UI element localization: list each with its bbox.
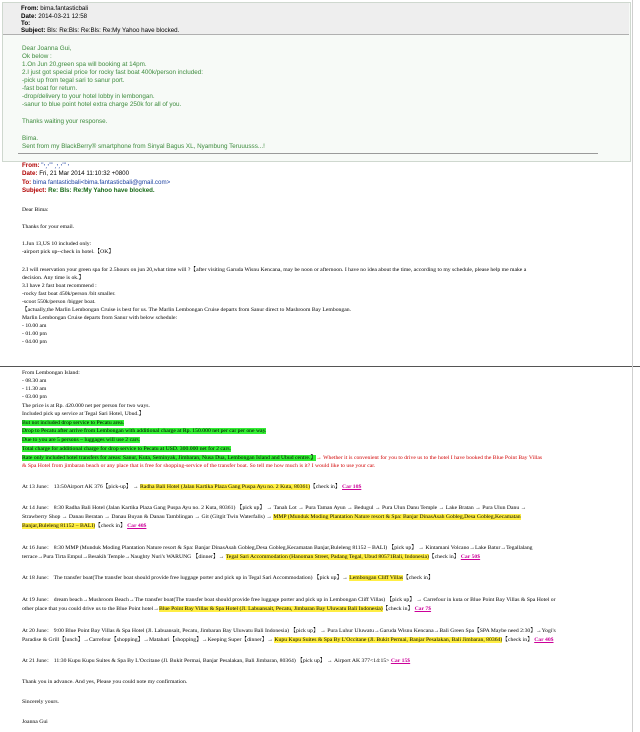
highlight-line: Drop to Pecatu after arrive from Lembongan with additional charge at Rp. 150.000 net per car per one way. xyxy=(22,428,267,434)
body-line: Thanks for your email. xyxy=(22,224,75,230)
day-16: At 16 June： 8:30 MMP (Munduk Moding Plantation Nature resort & Spa: Banjar DinasAsah Gobleg,Desa Gobleg,Kecamatan Banjar,Buleleng 81152 – BALI) 【pick up】 → Kintamani Volcano→Lake Batur→Tegallalang xyxy=(22,545,533,551)
highlight-line: But not included drop service to Pecatu area. xyxy=(22,420,125,426)
body-line: Included pick up service at Tegal Sari Hotel, Ubud.】 xyxy=(22,411,145,417)
body-line: Bima. xyxy=(22,135,39,142)
body-line: Dear Joanna Gui, xyxy=(22,45,72,52)
day-14: At 14 June： 8:30 Radha Bali Hotel (Jalan Kartika Plaza Gang Puspa Ayu no. 2 Kuta, 80361) 【pick up】 → Tanah Lot → Pura Taman Ayun → Bedugul → Pura Ulun Danu Temple → Lake Bratan → Pura Ulun Danu → xyxy=(22,505,527,511)
subject-row: Subject: Bls: Re:Bls: Re:Bls: Re:My Yahoo have blocked. xyxy=(21,27,180,34)
page-separator xyxy=(0,366,640,367)
body-line: Sent from my BlackBerry® smartphone from Sinyal Bagus XL, Nyambung Teruuusss...! xyxy=(22,143,265,150)
day-14-cont: Banjar,Buleleng 81152 – BALI)【check in】 Car 40$ xyxy=(22,523,147,529)
from-row: From: bima.fantasticbali xyxy=(21,5,89,12)
body-line: - 10.00 am xyxy=(22,323,47,329)
day-21: At 21 June： 11:30 Kupu Kupu Suites & Spa By L'Occitane (Jl. Bukit Permai, Banjar Pesalakan, Bali Jimbaran, 80364) 【pick up】 → Airport AK 377<14:15> Car 15$ xyxy=(22,658,411,664)
subject-row: Subject: Re: Bls: Re:My Yahoo have blocked. xyxy=(22,187,155,194)
body-line: 2.I just got special price for rocky fast boat 400k/person included: xyxy=(22,69,203,76)
day-13: At 13 June： 13:50Airport AK 376【pick-up】 → Radha Bali Hotel (Jalan Kartika Plaza Gang Puspa Ayu no. 2 Kuta, 80361)【check in】 Car 10$ xyxy=(22,484,362,490)
body-line: decision. Any time is ok.】 xyxy=(22,275,85,281)
date-row: Date: 2014-03-21 12:58 xyxy=(21,13,88,20)
quote-divider xyxy=(18,153,598,154)
body-line: - 03.00 pm xyxy=(22,394,47,400)
body-line: 3.I have 2 fast boat recommend : xyxy=(22,283,97,289)
highlight-line: Rate only included hotel transfers for areas: Sanur, Kuta, Seminyak, Jimbaran, Nusa Dua, Lembongan Island and Ubud centre.】→ Whether it is convenient for you to drive us to the hotel I have booked the Blue Point Bay Villas xyxy=(22,455,543,461)
highlight-line: Due to you are 5 persons – luggages will use 2 cars. xyxy=(22,437,141,443)
day-18: At 18 June： The transfer boat(The transfer boat should provide free luggage porter and pick up in Tegal Sari Accommodation) 【pick up】→ Lembongan Cliff Villas【check in】 xyxy=(22,575,434,581)
to-row: To: xyxy=(21,20,31,27)
body-line: Ok below : xyxy=(22,53,52,60)
body-line: -fast boat for return. xyxy=(22,85,78,92)
body-line: -rocky fast boat 450k/person /bit smaller. xyxy=(22,291,116,297)
from-row: From: "ꞏ¸ꞏ"' ¸ꞏ¸ꞏ'" ꞏ xyxy=(22,162,70,169)
body-line: -airport pick up--check in hotel.【OK】 xyxy=(22,249,115,255)
date-row: Date: Fri, 21 Mar 2014 11:10:32 +0800 xyxy=(22,170,130,177)
body-line: -drop/delivery to your hotel lobby in lembongan. xyxy=(22,93,155,100)
signature: Joanna Gui xyxy=(22,719,48,725)
closing-line: Sincerely yours. xyxy=(22,699,59,705)
day-19-cont: other place that you could drive us to the Blue Point hotel→Blue Point Bay Villas & Spa Hotel (Jl. Labuansait, Pecatu, Jimbaran Bay Uluwatu Bali Indonesia)【check in】 Car 7$ xyxy=(22,606,432,612)
day-19: At 19 June： dream beach→Mushroom Beach→The transfer boat(The transfer boat should provide free luggage porter and pick up in Lembongan Cliff Villas) 【pick up】 → Carrefour in kuta or Blue Point Bay Villas & Spa Hotel or xyxy=(22,597,556,603)
body-line: 【actually,the Marlin Lembongan Cruise is best for us. The Marlin Lembongan Cruise departs from Sanur direct to Mashroom Bay Lembongan. xyxy=(22,307,352,313)
page-edge xyxy=(632,0,633,732)
body-line: -sanur to blue point hotel extra charge 250k for all of you. xyxy=(22,101,182,108)
red-note: & Spa Hotel from jimbaran beach or any place that is free for shopping-service of the transfer boat. So tell me how much is it? I would like to use your car. xyxy=(22,463,376,469)
body-line: - 11.30 am xyxy=(22,386,47,392)
body-line: - 04.00 pm xyxy=(22,339,47,345)
reply-header xyxy=(3,3,629,35)
body-line: From Lembongan Island: xyxy=(22,370,80,376)
day-16-cont: terrace→Pura Tirta Empul→Besakih Temple→Naughty Nuri's WARUNG 【dinner】→ Tegal Sari Accommodation (Hanoman Street, Padang Tegal, Ubud 80571Bali, Indonesia)【check in】 Car 50$ xyxy=(22,554,481,560)
body-line: - 01.00 pm xyxy=(22,331,47,337)
body-line: Thanks waiting your response. xyxy=(22,118,108,125)
body-line: Marlin Lembongan Cruise departs from Sanur with below schedule: xyxy=(22,315,178,321)
body-line: 1.Jun 13,US 10 included only: xyxy=(22,241,92,247)
body-line: - 08.30 am xyxy=(22,378,47,384)
to-row: To: bima fantasticbali<bima.fantasticbali@gmail.com> xyxy=(22,179,171,186)
closing-line: Thank you in advance. And yes, Please you could note my confirmation. xyxy=(22,679,188,685)
highlight-line: Total charge for additional charge for drop service to Pecatu at USD. 300.000 net for 2 cars. xyxy=(22,446,231,452)
body-line: The price is at Rp. 420.000 net per person for two ways. xyxy=(22,403,150,409)
body-line: 2.I will reservation your green spa for 2.5hours on jun 20,what time will ?【after visiting Garuda Wisnu Kencana, may be noon or afternoon. I have no idea about the time, according to my schedule, please help me make a xyxy=(22,267,527,273)
day-20: At 20 June： 9:00 Blue Point Bay Villas & Spa Hotel (Jl. Labuansait, Pecatu, Jimbaran Bay Uluwatu Bali Indonesia) 【pick up】 → Pura Luhur Uluwatu→Garuda Wisnu Kencana→Bali Green Spa【SPA Maybe need 2:30】→Yogi's xyxy=(22,628,556,634)
body-line: -scoot 550k/person /bigger boat. xyxy=(22,299,96,305)
day-20-cont: Paradise & Grill【lunch】→Carrefour【shopping】→Matahari【shopping】→Keeping Super【dinner】→ Kupu Kupu Suites & Spa By L'Occitane (Jl. Bukit Permai, Banjar Pesalakan, Bali Jimbaran, 80364)【check in】 Car 40$ xyxy=(22,637,554,643)
body-line: -pick up from tegal sari to sanur port. xyxy=(22,77,125,84)
body-line: 1.On Jun 20,green spa will booking at 14pm. xyxy=(22,61,147,68)
body-line: Dear Bima: xyxy=(22,207,49,213)
day-14-cont: Strawberry Shop → Danau Beratan → Danau Buyan & Danau Tamblingan → Git (Gitgit Twin Waterfalls) → MMP (Munduk Moding Plantation Nature resort & Spa: Banjar DinasAsah Gobleg,Desa Gobleg,Kecamatan xyxy=(22,514,521,520)
